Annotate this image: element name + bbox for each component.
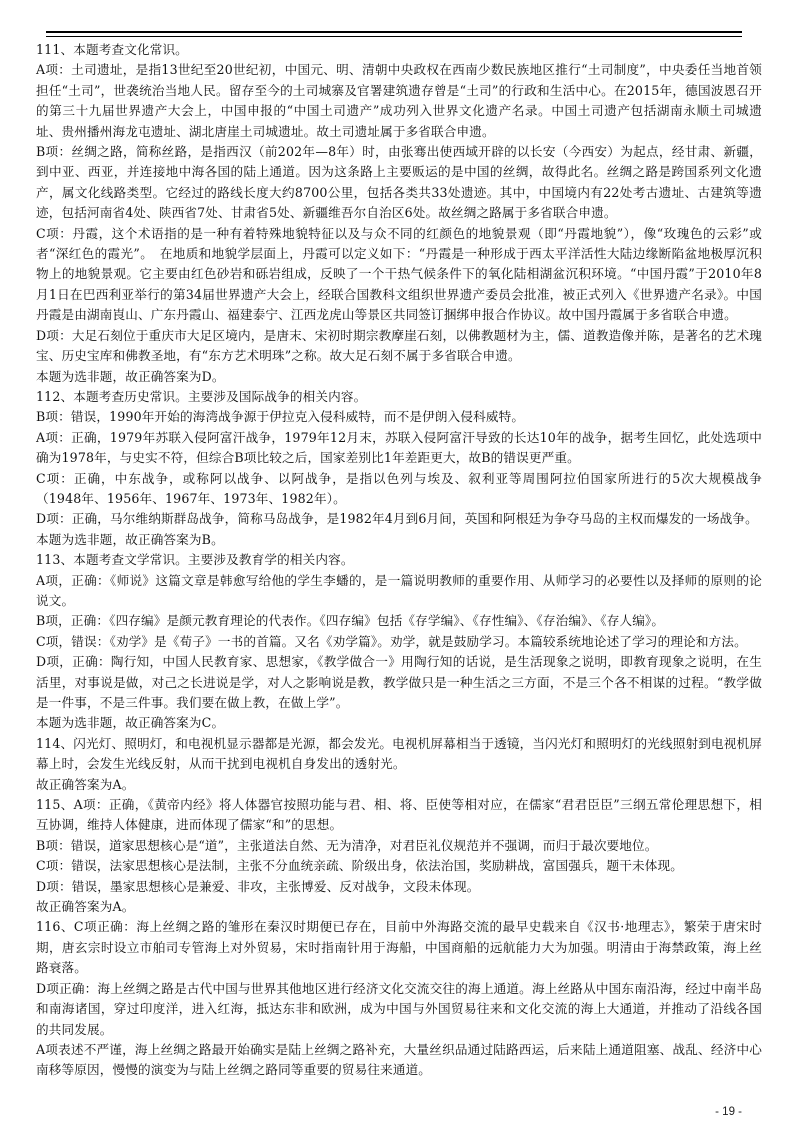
q116-option-a: A项表述不严谨，海上丝绸之路最开始确实是陆上丝绸之路补充，大量丝织品通过陆路西运，后来陆上通道阻塞、战乱、经济中心南移等原因，慢慢的演变为与陆上丝绸之路同等重要的贸易往来通道。 (36, 1041, 762, 1078)
q113-option-b: B项，正确：《四存编》是颜元教育理论的代表作。《四存编》包括《存学编》、《存性编》、《存治编》、《存人编》。 (36, 613, 665, 629)
q113-heading: 113、本题考查文学常识。主要涉及教育学的相关内容。 (36, 552, 354, 568)
q115-option-b: B项：错误，道家思想核心是“道”，主张道法自然、无为清净，对君臣礼仪规范并不强调，而归于最次要地位。 (36, 837, 658, 853)
q115-option-c: C项：错误，法家思想核心是法制，主张不分血统亲疏、阶级出身，依法治国，奖励耕战，富国强兵，题干未体现。 (36, 858, 683, 874)
q113-option-a: A项，正确：《师说》这篇文章是韩愈写给他的学生李蟠的，是一篇说明教师的重要作用、从师学习的必要性以及择师的原则的论说文。 (36, 572, 762, 608)
header-rule-thin (46, 36, 742, 37)
q111-answer: 本题为选非题，故正确答案为D。 (36, 368, 225, 384)
header-rule-thick (46, 31, 742, 33)
q115-option-d: D项：错误，墨家思想核心是兼爱、非攻，主张博爱、反对战争，文段未体现。 (36, 878, 480, 894)
q115-option-a: 115、A项：正确，《黄帝内经》将人体器官按照功能与君、相、将、臣使等相对应，在儒家“君君臣臣”三纲五常伦理思想下，相互协调，维持人体健康，进而体现了儒家“和”的思想。 (36, 797, 762, 833)
q113-option-c: C项，错误：《劝学》是《荀子》一书的首篇。又名《劝学篇》。劝学，就是鼓励学习。本篇较系统地论述了学习的理论和方法。 (36, 633, 747, 649)
q112-option-a: A项：正确，1979年苏联入侵阿富汗战争，1979年12月末，苏联入侵阿富汗导致的长达10年的战争，据考生回忆，此处选项中确为1978年，与史实不符，但综合B项比较之后，国家差别比1年差距更大，故B的错误更严重。 (36, 429, 762, 466)
q112-option-d: D项：正确，马尔维纳斯群岛战争，简称马岛战争，是1982年4月到6月间，英国和阿根廷为争夺马岛的主权而爆发的一场战争。 (36, 511, 758, 527)
q111-option-b: B项：丝绸之路，简称丝路，是指西汉（前202年—8年）时，由张骞出使西域开辟的以长安（今西安）为起点，经甘肃、新疆，到中亚、西亚，并连接地中海各国的陆上通道。因为这条路上主要贩运的是中国的丝绸，故得此名。丝绸之路是跨国系列文化遗产，属文化线路类型。它经过的路线长度大约8700公里，包括各类共33处遗迹。其中，中国境内有22处考古遗址、古建筑等遗迹，包括河南省4处、陕西省7处、甘肃省5处、新疆维吾尔自治区6处。故丝绸之路属于多省联合申遗。 (36, 144, 762, 221)
q116-option-d: D项正确：海上丝绸之路是古代中国与世界其他地区进行经济文化交流交往的海上通道。海上丝路从中国东南沿海，经过中南半岛和南海诸国，穿过印度洋，进入红海，抵达东非和欧洲，成为中国与外国贸易往来和文化交流的海上大通道，并推动了沿线各国的共同发展。 (36, 980, 762, 1037)
q111-option-d: D项：大足石刻位于重庆市大足区境内，是唐末、宋初时期宗教摩崖石刻，以佛教题材为主，儒、道教造像并陈，是著名的艺术瑰宝、历史宝库和佛教圣地，有“东方艺术明珠”之称。故大足石刻不属于多省联合申遗。 (36, 327, 762, 364)
page-number: - 19 - (715, 1106, 742, 1118)
q115-answer: 故正确答案为A。 (36, 899, 135, 915)
q112-option-b: B项：错误，1990年开始的海湾战争源于伊拉克入侵科威特，而不是伊朗入侵科威特。 (36, 409, 525, 425)
q112-answer: 本题为选非题，故正确答案为B。 (36, 531, 224, 547)
q112-heading: 112、本题考查历史常识。主要涉及国际战争的相关内容。 (36, 388, 367, 404)
q114-explanation: 114、闪光灯、照明灯，和电视机显示器都是光源，都会发光。电视机屏幕相当于透镜，当闪光灯和照明灯的光线照射到电视机屏幕上时，会发生光线反射，从而干扰到电视机自身发出的透射光。 (36, 735, 762, 772)
q114-answer: 故正确答案为A。 (36, 776, 135, 792)
q113-answer: 本题为选非题，故正确答案为C。 (36, 715, 225, 731)
q111-option-c: C项：丹霞，这个术语指的是一种有着特殊地貌特征以及与众不同的红颜色的地貌景观（即“丹霞地貌”），像“玫瑰色的云彩”或者“深红色的霞光”。 在地质和地貌学层面上，丹霞可以定义如下：“丹霞是一种形成于西太平洋活性大陆边缘断陷盆地极厚沉积物上的地貌景观。它主要由红色砂岩和砾岩组成，反映了一个干热气候条件下的氧化陆相湖盆沉积环境。“中国丹霞”于2010年8月1日在巴西利亚举行的第34届世界遗产大会上，经联合国教科文组织世界遗产委员会批准，被正式列入《世界遗产名录》。中国丹霞是由湖南崀山、广东丹霞山、福建泰宁、江西龙虎山等景区共同签订捆绑申报合作协议。故中国丹霞属于多省联合申遗。 (36, 225, 762, 323)
answer-explanations (36, 40, 762, 1081)
q112-option-c: C项：正确，中东战争，或称阿以战争、以阿战争，是指以色列与埃及、叙利亚等周围阿拉伯国家所进行的5次大规模战争（1948年、1956年、1967年、1973年、1982年）。 (36, 470, 762, 506)
q116-option-c: 116、C项正确：海上丝绸之路的雏形在秦汉时期便已存在，目前中外海路交流的最早史载来自《汉书·地理志》，繁荣于唐宋时期，唐玄宗时设立市舶司专管海上对外贸易，宋时指南针用于海船，中国商船的远航能力大为加强。明清由于海禁政策，海上丝路衰落。 (36, 919, 762, 976)
q111-option-a: A项：土司遗址，是指13世纪至20世纪初，中国元、明、清朝中央政权在西南少数民族地区推行“土司制度”，中央委任当地首领担任“土司”，世袭统治当地人民。留存至今的土司城寨及官署建筑遗存曾是“土司”的行政和生活中心。在2015年，德国波恩召开的第三十九届世界遗产大会上，中国申报的“中国土司遗产”成功列入世界文化遗产名录。中国土司遗产包括湖南永顺土司城遗址、贵州播州海龙屯遗址、湖北唐崖土司城遗址。故土司遗址属于多省联合申遗。 (36, 62, 762, 139)
q113-option-d: D项，正确：陶行知，中国人民教育家、思想家，《教学做合一》用陶行知的话说，是生活现象之说明，即教育现象之说明，在生活里，对事说是做，对己之长进说是学，对人之影响说是教，教学做只是一种生活之三方面，不是三个各不相谋的过程。“教学做是一件事，不是三件事。我们要在做上教，在做上学”。 (36, 654, 762, 710)
q111-heading: 111、本题考查文化常识。 (36, 42, 188, 57)
